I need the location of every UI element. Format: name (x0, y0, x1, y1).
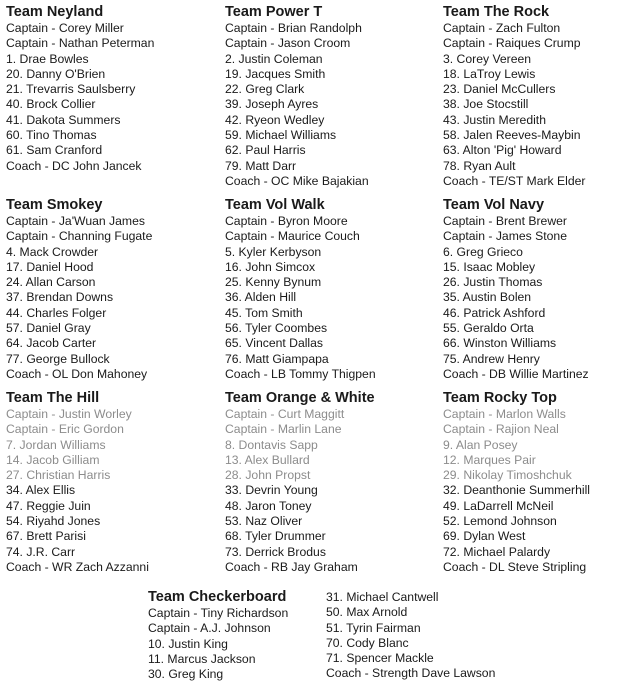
roster-line: 78. Ryan Ault (443, 158, 516, 173)
team-vol-navy (443, 197, 635, 382)
roster-line: 71. Spencer Mackle (326, 651, 434, 666)
roster-line: 25. Kenny Bynum (225, 275, 322, 290)
roster-line: 75. Andrew Henry (443, 351, 540, 366)
roster-line: Captain - Brent Brewer (443, 214, 567, 228)
roster-line: 19. Jacques Smith (225, 66, 326, 81)
roster-line: 21. Trevarris Saulsberry (6, 82, 136, 97)
roster-line: 30. Greg King (148, 667, 224, 682)
roster-line: 43. Justin Meredith (443, 112, 546, 127)
team-checkerboard (148, 589, 323, 682)
roster-line: 11. Marcus Jackson (148, 651, 256, 666)
roster-line: Captain - Corey Miller (6, 21, 124, 35)
roster-line: 59. Michael Williams (225, 128, 337, 143)
roster-line: 61. Sam Cranford (6, 143, 103, 158)
roster-line: 7. Jordan Williams (6, 437, 106, 452)
roster-line: 49. LaDarrell McNeil (443, 498, 554, 513)
roster-line: Coach - LB Tommy Thigpen (225, 366, 376, 381)
roster-line: 18. LaTroy Lewis (443, 66, 536, 81)
roster-line: Captain - Brian Randolph (225, 21, 362, 35)
roster-line: Coach - WR Zach Azzanni (6, 559, 149, 574)
team-name: Team Power T (225, 4, 323, 20)
roster-line: 67. Brett Parisi (6, 529, 86, 544)
roster-line: Captain - Marlin Lane (225, 422, 342, 437)
team-name: Team Smokey (6, 197, 103, 213)
roster-line: Captain - Marlon Walls (443, 407, 566, 421)
roster-line: 5. Kyler Kerbyson (225, 244, 322, 259)
roster-line: 55. Geraldo Orta (443, 321, 534, 336)
roster-line: Captain - Eric Gordon (6, 422, 124, 437)
roster-line: 9. Alan Posey (443, 437, 518, 452)
roster-line: 12. Marques Pair (443, 452, 536, 467)
roster-line: Captain - Rajion Neal (443, 422, 559, 437)
roster-line: 47. Reggie Juin (6, 498, 91, 513)
roster-line: Coach - OL Don Mahoney (6, 366, 148, 381)
team-the-hill (6, 390, 211, 575)
roster-line: 52. Lemond Johnson (443, 514, 557, 529)
roster-line: Captain - Channing Fugate (6, 229, 153, 244)
team-rocky-top (443, 390, 635, 575)
roster-line: Captain - Curt Maggitt (225, 407, 345, 421)
team-neyland (6, 4, 211, 174)
roster-line: 28. John Propst (225, 468, 311, 483)
roster-line: Coach - DB Willie Martinez (443, 366, 589, 381)
roster-line: Coach - RB Jay Graham (225, 559, 358, 574)
roster-line: 57. Daniel Gray (6, 321, 91, 336)
roster-line: Captain - Jason Croom (225, 36, 351, 51)
roster-line: 26. Justin Thomas (443, 275, 543, 290)
team-name: Team Neyland (6, 4, 104, 20)
roster-line: Coach - TE/ST Mark Elder (443, 173, 586, 188)
roster-line: 77. George Bullock (6, 351, 110, 366)
roster-line: 27. Christian Harris (6, 468, 111, 483)
roster-line: Captain - Raiques Crump (443, 36, 581, 51)
roster-line: 68. Tyler Drummer (225, 529, 326, 544)
roster-line: 34. Alex Ellis (6, 483, 76, 498)
roster-line: 15. Isaac Mobley (443, 259, 536, 274)
team-checkerboard-continued (326, 590, 526, 682)
roster-line: 1. Drae Bowles (6, 51, 89, 66)
roster-line: 33. Devrin Young (225, 483, 318, 498)
roster-line: Captain - Zach Fulton (443, 21, 561, 35)
roster-line: Coach - Strength Dave Lawson (326, 666, 496, 681)
team-name: Team Vol Walk (225, 197, 325, 213)
roster-line: 42. Ryeon Wedley (225, 112, 325, 127)
roster-line: 29. Nikolay Timoshchuk (443, 468, 572, 483)
roster-line: 56. Tyler Coombes (225, 321, 328, 336)
roster-line: 17. Daniel Hood (6, 259, 94, 274)
roster-line: 64. Jacob Carter (6, 336, 97, 351)
roster-line: 31. Michael Cantwell (326, 590, 439, 604)
roster-line: 53. Naz Oliver (225, 514, 303, 529)
team-name: Team Orange & White (225, 390, 375, 406)
team-name: Team Checkerboard (148, 589, 287, 605)
roster-line: 45. Tom Smith (225, 305, 303, 320)
roster-line: 37. Brendan Downs (6, 290, 114, 305)
team-name: Team Vol Navy (443, 197, 545, 213)
roster-line: 73. Derrick Brodus (225, 544, 326, 559)
roster-line: 48. Jaron Toney (225, 498, 312, 513)
team-name: Team The Rock (443, 4, 550, 20)
roster-line: 62. Paul Harris (225, 143, 306, 158)
roster-line: Captain - Ja'Wuan James (6, 214, 145, 228)
roster-line: 22. Greg Clark (225, 82, 305, 97)
roster-line: 2. Justin Coleman (225, 51, 323, 66)
team-orange-white (225, 390, 430, 575)
roster-line: 60. Tino Thomas (6, 128, 97, 143)
roster-line: 39. Joseph Ayres (225, 97, 319, 112)
roster-line: 8. Dontavis Sapp (225, 437, 318, 452)
team-the-rock (443, 4, 635, 189)
roster-line: 20. Danny O'Brien (6, 66, 106, 81)
roster-line: 51. Tyrin Fairman (326, 620, 421, 635)
roster-line: 46. Patrick Ashford (443, 305, 546, 320)
roster-line: 38. Joe Stocstill (443, 97, 529, 112)
team-power-t (225, 4, 430, 189)
team-vol-walk (225, 197, 430, 382)
team-smokey (6, 197, 211, 382)
roster-line: Captain - Byron Moore (225, 214, 348, 228)
roster-line: 41. Dakota Summers (6, 112, 121, 127)
roster-line: 14. Jacob Gilliam (6, 452, 100, 467)
team-name: Team The Hill (6, 390, 100, 406)
roster-line: 65. Vincent Dallas (225, 336, 324, 351)
roster-line: 3. Corey Vereen (443, 51, 532, 66)
roster-line: Coach - OC Mike Bajakian (225, 173, 369, 188)
roster-line: Captain - Nathan Peterman (6, 36, 155, 51)
roster-line: 72. Michael Palardy (443, 544, 551, 559)
roster-line: Captain - Justin Worley (6, 407, 132, 421)
roster-line: Coach - DL Steve Stripling (443, 559, 587, 574)
roster-line: 63. Alton 'Pig' Howard (443, 143, 562, 158)
roster-line: 35. Austin Bolen (443, 290, 532, 305)
roster-line: 74. J.R. Carr (6, 544, 76, 559)
team-name: Team Rocky Top (443, 390, 557, 406)
roster-line: 79. Matt Darr (225, 158, 297, 173)
roster-line: Captain - A.J. Johnson (148, 621, 271, 636)
roster-line: 10. Justin King (148, 636, 228, 651)
roster-line: 70. Cody Blanc (326, 635, 409, 650)
roster-line: 50. Max Arnold (326, 605, 408, 620)
roster-line: 6. Greg Grieco (443, 244, 523, 259)
roster-line: 40. Brock Collier (6, 97, 96, 112)
roster-line: 16. John Simcox (225, 259, 316, 274)
roster-line: Captain - Tiny Richardson (148, 606, 289, 620)
roster-line: 36. Alden Hill (225, 290, 297, 305)
roster-line: Coach - DC John Jancek (6, 158, 142, 173)
roster-line: 76. Matt Giampapa (225, 351, 329, 366)
roster-line: 13. Alex Bullard (225, 452, 310, 467)
roster-line: 32. Deanthonie Summerhill (443, 483, 591, 498)
roster-line: 54. Riyahd Jones (6, 514, 101, 529)
roster-line: Captain - Maurice Couch (225, 229, 360, 244)
roster-line: 58. Jalen Reeves-Maybin (443, 128, 581, 143)
roster-line: 69. Dylan West (443, 529, 526, 544)
roster-line: Captain - James Stone (443, 229, 567, 244)
roster-line: 4. Mack Crowder (6, 244, 99, 259)
roster-line: 66. Winston Williams (443, 336, 557, 351)
roster-line: 44. Charles Folger (6, 305, 107, 320)
roster-line: 24. Allan Carson (6, 275, 96, 290)
roster-line: 23. Daniel McCullers (443, 82, 556, 97)
